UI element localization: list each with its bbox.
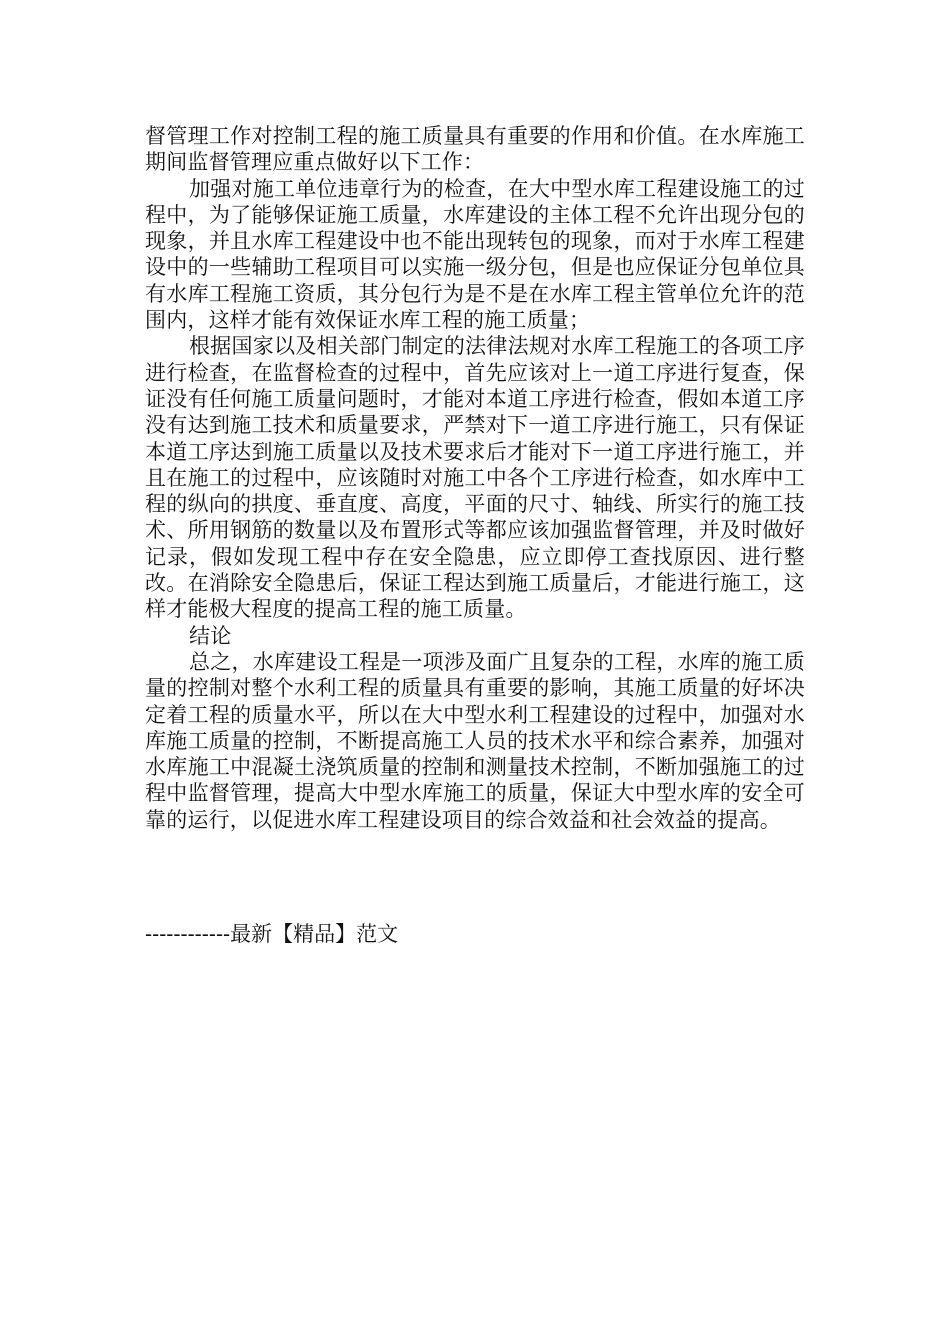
footer-label: ------------最新【精品】范文 (145, 922, 399, 946)
paragraph-intro: 督管理工作对控制工程的施工质量具有重要的作用和价值。在水库施工期间监督管理应重点做好以下工作： (145, 124, 805, 175)
paragraph-violation-check: 加强对施工单位违章行为的检查，在大中型水库工程建设施工的过程中，为了能够保证施工质量，水库建设的主体工程不允许出现分包的现象，并且水库工程建设中也不能出现转包的现象，而对于水库工程建设中的一些辅助工程项目可以实施一级分包，但是也应保证分包单位具有水库工程施工资质，其分包行为是不是在水库工程主管单位允许的范围内，这样才能有效保证水库工程的施工质量； (145, 176, 805, 333)
paragraph-conclusion: 总之，水库建设工程是一项涉及面广且复杂的工程，水库的施工质量的控制对整个水利工程的质量具有重要的影响，其施工质量的好坏决定着工程的质量水平，所以在大中型水利工程建设的过程中，加强对水库施工质量的控制，不断提高施工人员的技术水平和综合素养，加强对水库施工中混凝土浇筑质量的控制和测量技术控制，不断加强施工的过程中监督管理，提高大中型水库施工的质量，保证大中型水库的安全可靠的运行，以促进水库工程建设项目的综合效益和社会效益的提高。 (145, 649, 805, 832)
paragraph-process-inspection: 根据国家以及相关部门制定的法律法规对水库工程施工的各项工序进行检查，在监督检查的过程中，首先应该对上一道工序进行复查，保证没有任何施工质量问题时，才能对本道工序进行检查，假如本道工序没有达到施工技术和质量要求，严禁对下一道工序进行施工，只有保证本道工序达到施工质量以及技术要求后才能对下一道工序进行施工，并且在施工的过程中，应该随时对施工中各个工序进行检查，如水库中工程的纵向的拱度、垂直度、高度，平面的尺寸、轴线、所实行的施工技术、所用钢筋的数量以及布置形式等都应该加强监督管理，并及时做好记录，假如发现工程中存在安全隐患，应立即停工查找原因、进行整改。在消除安全隐患后，保证工程达到施工质量后，才能进行施工，这样才能极大程度的提高工程的施工质量。 (145, 334, 805, 622)
document-body (145, 123, 805, 833)
section-heading-conclusion: 结论 (189, 623, 232, 648)
